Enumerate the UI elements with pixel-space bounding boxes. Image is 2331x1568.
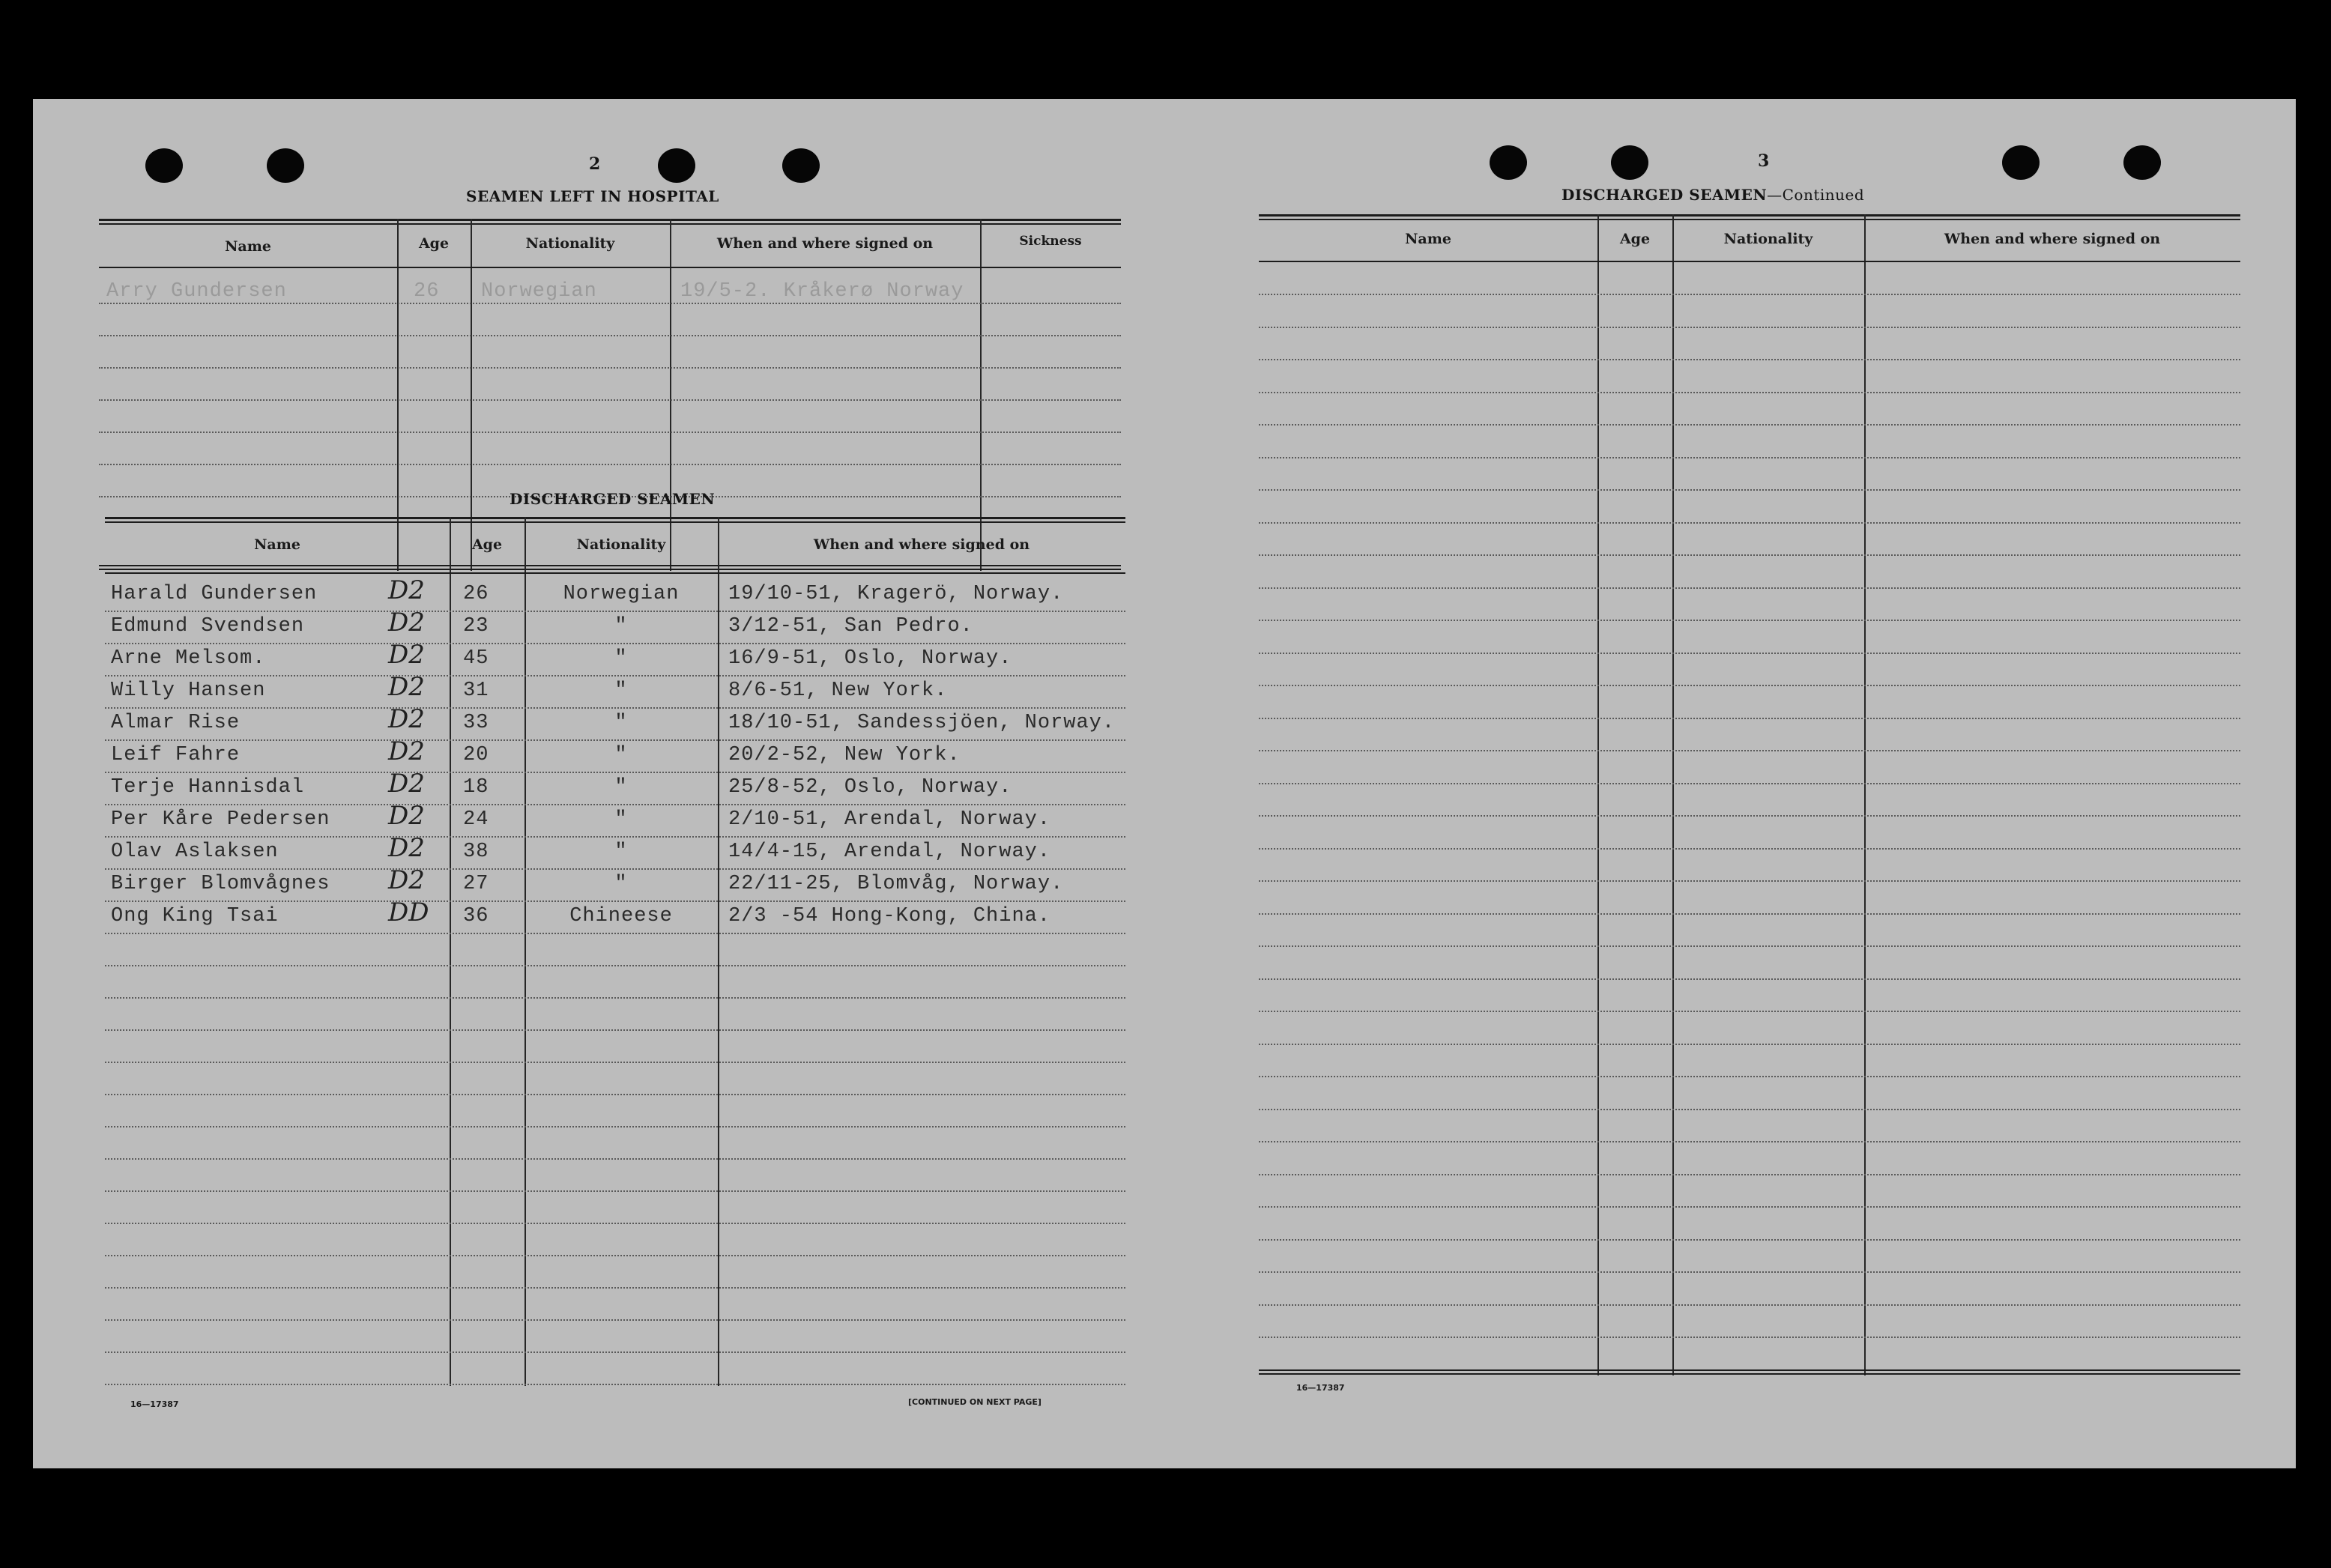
- hospital-faint-age: 26: [414, 280, 440, 303]
- seaman-age: 26: [463, 583, 489, 605]
- discharge-mark: D2: [388, 704, 425, 734]
- seaman-nationality: ": [614, 776, 628, 799]
- row-rule: [105, 1062, 1125, 1063]
- seaman-age: 36: [463, 905, 489, 927]
- row-rule: [105, 643, 1125, 644]
- column-header-name: Name: [254, 536, 300, 553]
- seaman-nationality: ": [614, 744, 628, 766]
- column-header-signed-on: When and where signed on: [813, 536, 1030, 553]
- row-rule: [1259, 359, 2240, 360]
- row-rule: [105, 675, 1125, 676]
- discharged-title: DISCHARGED SEAMEN: [510, 490, 716, 508]
- seaman-name: Olav Aslaksen: [111, 841, 279, 863]
- seaman-name: Harald Gundersen: [111, 583, 318, 605]
- row-rule: [1259, 653, 2240, 654]
- row-rule: [1259, 554, 2240, 556]
- seaman-name: Ong King Tsai: [111, 905, 279, 927]
- seaman-age: 38: [463, 841, 489, 863]
- row-rule: [105, 739, 1125, 741]
- discharged-continued-title: [1561, 186, 1864, 204]
- seaman-name: Terje Hannisdal: [111, 776, 305, 799]
- row-rule: [1259, 718, 2240, 719]
- seaman-age: 45: [463, 647, 489, 670]
- page-number: 2: [589, 154, 601, 174]
- discharge-mark: D2: [388, 736, 425, 766]
- row-rule: [105, 611, 1125, 612]
- right-page: [1172, 99, 2296, 1468]
- column-header-name: Name: [225, 238, 271, 255]
- row-rule: [1259, 815, 2240, 817]
- row-rule: [1259, 489, 2240, 491]
- row-rule: [105, 1351, 1125, 1353]
- row-rule: [1259, 587, 2240, 589]
- seaman-signed-on: 22/11-25, Blomvåg, Norway.: [728, 873, 1064, 895]
- discharge-mark: D2: [388, 640, 425, 670]
- discharged-continued-table: [1259, 214, 2240, 1375]
- seaman-nationality: ": [614, 712, 628, 734]
- discharge-mark: D2: [388, 833, 425, 863]
- row-rule: [105, 1094, 1125, 1095]
- seaman-nationality: ": [614, 841, 628, 863]
- form-code: 16—17387: [1296, 1383, 1345, 1393]
- seaman-nationality: ": [614, 647, 628, 670]
- row-rule: [1259, 424, 2240, 426]
- title-continued: —Continued: [1767, 186, 1865, 204]
- row-rule: [1259, 1337, 2240, 1338]
- column-header-nationality: Nationality: [576, 536, 666, 553]
- row-rule: [1259, 685, 2240, 686]
- column-header-signed-on: When and where signed on: [716, 235, 934, 252]
- page-number: 3: [1758, 151, 1770, 171]
- row-rule: [105, 1158, 1125, 1160]
- left-page: [33, 99, 1157, 1468]
- row-rule: [105, 933, 1125, 934]
- seaman-name: Birger Blomvågnes: [111, 873, 330, 895]
- row-rule: [1259, 913, 2240, 915]
- row-rule: [105, 1319, 1125, 1321]
- seaman-nationality: ": [614, 808, 628, 831]
- hospital-title: SEAMEN LEFT IN HOSPITAL: [466, 187, 719, 205]
- row-rule: [1259, 1076, 2240, 1077]
- seaman-signed-on: 2/3 -54 Hong-Kong, China.: [728, 905, 1051, 927]
- seaman-name: Willy Hansen: [111, 679, 266, 702]
- row-rule: [1259, 978, 2240, 980]
- document-sheet: [33, 99, 2296, 1468]
- row-rule: [105, 836, 1125, 838]
- hospital-faint-name: Arry Gundersen: [106, 280, 287, 303]
- row-rule: [1259, 620, 2240, 621]
- row-rule: [1259, 848, 2240, 850]
- row-rule: [105, 900, 1125, 902]
- column-header-nationality: Nationality: [1723, 231, 1813, 247]
- row-rule: [1259, 294, 2240, 295]
- seaman-name: Leif Fahre: [111, 744, 241, 766]
- seaman-nationality: Chineese: [569, 905, 673, 927]
- row-rule: [1259, 327, 2240, 328]
- discharged-table: [105, 517, 1125, 1386]
- row-rule: [105, 965, 1125, 966]
- seaman-age: 24: [463, 808, 489, 831]
- seaman-signed-on: 18/10-51, Sandessjöen, Norway.: [728, 712, 1116, 734]
- row-rule: [1259, 1109, 2240, 1110]
- seaman-nationality: ": [614, 615, 628, 638]
- column-header-age: Age: [418, 235, 450, 252]
- seaman-name: Per Kåre Pedersen: [111, 808, 330, 831]
- row-rule: [105, 1126, 1125, 1127]
- discharge-mark: D2: [388, 672, 425, 702]
- row-rule: [105, 1255, 1125, 1256]
- discharge-mark: D2: [388, 575, 425, 605]
- row-rule: [1259, 1044, 2240, 1045]
- row-rule: [105, 707, 1125, 709]
- seaman-age: 18: [463, 776, 489, 799]
- seaman-age: 27: [463, 873, 489, 895]
- discharge-mark: D2: [388, 865, 425, 895]
- hospital-faint-nationality: Norwegian: [481, 280, 597, 303]
- row-rule: [1259, 750, 2240, 751]
- seaman-age: 23: [463, 615, 489, 638]
- discharge-mark: DD: [388, 897, 429, 927]
- seaman-signed-on: 25/8-52, Oslo, Norway.: [728, 776, 1012, 799]
- row-rule: [1259, 880, 2240, 882]
- row-rule: [105, 1029, 1125, 1031]
- row-rule: [1259, 522, 2240, 524]
- seaman-age: 33: [463, 712, 489, 734]
- seaman-name: Arne Melsom.: [111, 647, 266, 670]
- row-rule: [1259, 945, 2240, 947]
- seaman-signed-on: 16/9-51, Oslo, Norway.: [728, 647, 1012, 670]
- seaman-signed-on: 2/10-51, Arendal, Norway.: [728, 808, 1051, 831]
- column-header-sickness: Sickness: [1019, 234, 1082, 249]
- row-rule: [1259, 1011, 2240, 1012]
- row-rule: [1259, 392, 2240, 393]
- row-rule: [1259, 1239, 2240, 1241]
- row-rule: [1259, 1304, 2240, 1306]
- column-header-name: Name: [1405, 231, 1451, 247]
- row-rule: [105, 1384, 1125, 1385]
- column-header-nationality: Nationality: [525, 235, 615, 252]
- seaman-name: Edmund Svendsen: [111, 615, 305, 638]
- row-rule: [105, 1287, 1125, 1289]
- seaman-signed-on: 14/4-15, Arendal, Norway.: [728, 841, 1051, 863]
- seaman-age: 31: [463, 679, 489, 702]
- row-rule: [105, 804, 1125, 805]
- seaman-nationality: Norwegian: [563, 583, 680, 605]
- seaman-nationality: ": [614, 873, 628, 895]
- row-rule: [105, 772, 1125, 773]
- seaman-signed-on: 19/10-51, Kragerö, Norway.: [728, 583, 1064, 605]
- row-rule: [105, 997, 1125, 999]
- form-code: 16—17387: [130, 1399, 179, 1409]
- row-rule: [1259, 1174, 2240, 1175]
- seaman-signed-on: 8/6-51, New York.: [728, 679, 948, 702]
- row-rule: [1259, 1206, 2240, 1208]
- discharge-mark: D2: [388, 801, 425, 831]
- seaman-age: 20: [463, 744, 489, 766]
- row-rule: [1259, 1141, 2240, 1142]
- hospital-faint-signed-on: 19/5-2. Kråkerø Norway: [680, 280, 964, 303]
- seaman-signed-on: 20/2-52, New York.: [728, 744, 961, 766]
- seaman-signed-on: 3/12-51, San Pedro.: [728, 615, 973, 638]
- seaman-name: Almar Rise: [111, 712, 241, 734]
- discharge-mark: D2: [388, 608, 425, 638]
- title-bold: DISCHARGED SEAMEN: [1561, 186, 1768, 204]
- seaman-nationality: ": [614, 679, 628, 702]
- column-header-signed-on: When and where signed on: [1944, 231, 2161, 247]
- row-rule: [1259, 457, 2240, 458]
- discharge-mark: D2: [388, 769, 425, 799]
- column-header-age: Age: [1619, 231, 1651, 247]
- continued-note: [CONTINUED ON NEXT PAGE]: [908, 1397, 1041, 1407]
- row-rule: [105, 1190, 1125, 1192]
- row-rule: [105, 868, 1125, 870]
- row-rule: [1259, 783, 2240, 784]
- row-rule: [105, 1223, 1125, 1224]
- row-rule: [1259, 1271, 2240, 1273]
- column-header-age: Age: [471, 536, 503, 553]
